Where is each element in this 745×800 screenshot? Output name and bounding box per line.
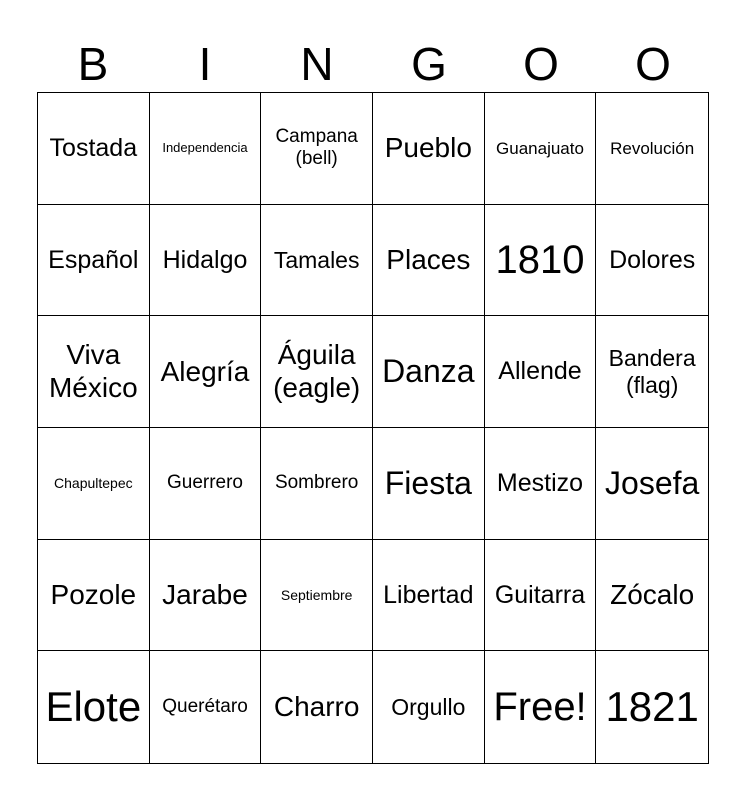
bingo-cell-label: Español <box>48 245 139 274</box>
bingo-cell-label: Jarabe <box>162 578 248 610</box>
bingo-cell[interactable] <box>150 93 262 205</box>
bingo-cell-label: Danza <box>382 353 475 390</box>
bingo-cell-label: Sombrero <box>274 472 359 494</box>
bingo-cell-label: Tamales <box>273 246 360 273</box>
bingo-cell-label: Bandera (flag) <box>608 345 696 398</box>
bingo-cell-label: Alegría <box>160 355 250 387</box>
bingo-cell[interactable] <box>38 316 150 428</box>
bingo-cell[interactable] <box>38 205 150 317</box>
bingo-cell-label: Allende <box>498 357 582 386</box>
bingo-cell[interactable] <box>150 428 262 540</box>
bingo-cell-label: Mestizo <box>496 468 584 497</box>
bingo-cell[interactable] <box>150 540 262 652</box>
bingo-cell[interactable] <box>485 316 597 428</box>
bingo-cell-label: Tostada <box>49 133 138 162</box>
bingo-cell[interactable] <box>596 651 708 763</box>
bingo-cell[interactable] <box>485 540 597 652</box>
bingo-cell[interactable] <box>150 205 262 317</box>
bingo-cell-label: Charro <box>273 691 360 723</box>
bingo-cell[interactable] <box>373 205 485 317</box>
bingo-cell-label: Chapultepec <box>54 475 133 492</box>
bingo-cell[interactable] <box>596 316 708 428</box>
bingo-cell-label: Águila (eagle) <box>273 339 361 403</box>
header-letter: O <box>635 38 671 90</box>
bingo-cell-label: 1810 <box>495 237 585 282</box>
bingo-cell[interactable] <box>485 428 597 540</box>
header-letter: N <box>300 38 334 90</box>
bingo-cell-label: Revolución <box>610 138 695 158</box>
bingo-cell[interactable] <box>485 651 597 763</box>
bingo-cell[interactable] <box>373 428 485 540</box>
bingo-cell-label: Querétaro <box>162 696 248 718</box>
header-letter: B <box>77 38 109 90</box>
bingo-cell[interactable] <box>373 316 485 428</box>
bingo-header <box>37 36 709 92</box>
bingo-cell[interactable] <box>150 651 262 763</box>
bingo-cell[interactable] <box>261 316 373 428</box>
bingo-cell-label: Pueblo <box>384 132 472 164</box>
bingo-cell-label: Guitarra <box>494 580 586 609</box>
bingo-cell[interactable] <box>38 651 150 763</box>
bingo-cell[interactable] <box>261 540 373 652</box>
bingo-cell[interactable] <box>485 93 597 205</box>
bingo-cell-label: Elote <box>45 683 142 730</box>
bingo-cell[interactable] <box>596 93 708 205</box>
bingo-cell[interactable] <box>373 93 485 205</box>
bingo-cell[interactable] <box>261 428 373 540</box>
bingo-cell-label: Dolores <box>609 245 696 274</box>
bingo-cell[interactable] <box>38 93 150 205</box>
bingo-cell-label: Places <box>386 243 471 275</box>
bingo-card-grid <box>37 92 709 764</box>
bingo-cell[interactable] <box>261 651 373 763</box>
bingo-cell-label: Campana (bell) <box>275 126 358 170</box>
header-letter: O <box>523 38 559 90</box>
bingo-cell-label: Zócalo <box>610 578 695 610</box>
bingo-cell[interactable] <box>38 428 150 540</box>
header-letter: G <box>411 38 447 90</box>
header-letter: I <box>198 38 212 90</box>
bingo-cell-label: Guerrero <box>166 472 243 494</box>
bingo-cell-label: Hidalgo <box>162 245 248 274</box>
bingo-cell[interactable] <box>373 651 485 763</box>
bingo-cell[interactable] <box>373 540 485 652</box>
bingo-cell-label: Guanajuato <box>496 138 584 158</box>
bingo-cell[interactable] <box>38 540 150 652</box>
bingo-cell-label: Orgullo <box>391 693 466 720</box>
bingo-cell[interactable] <box>150 316 262 428</box>
bingo-cell[interactable] <box>596 540 708 652</box>
bingo-cell-label: Fiesta <box>384 464 472 501</box>
bingo-cell[interactable] <box>596 205 708 317</box>
bingo-cell-label: Viva México <box>48 339 138 403</box>
bingo-cell[interactable] <box>596 428 708 540</box>
bingo-cell-label: Free! <box>493 685 587 730</box>
bingo-cell-label: 1821 <box>605 683 699 730</box>
bingo-cell[interactable] <box>261 205 373 317</box>
bingo-cell[interactable] <box>485 205 597 317</box>
bingo-cell-label: Libertad <box>383 580 474 609</box>
bingo-cell-label: Septiembre <box>280 586 353 603</box>
bingo-cell[interactable] <box>261 93 373 205</box>
bingo-cell-label: Independencia <box>162 139 248 155</box>
bingo-cell-label: Pozole <box>50 578 137 610</box>
bingo-cell-label: Josefa <box>605 464 700 501</box>
